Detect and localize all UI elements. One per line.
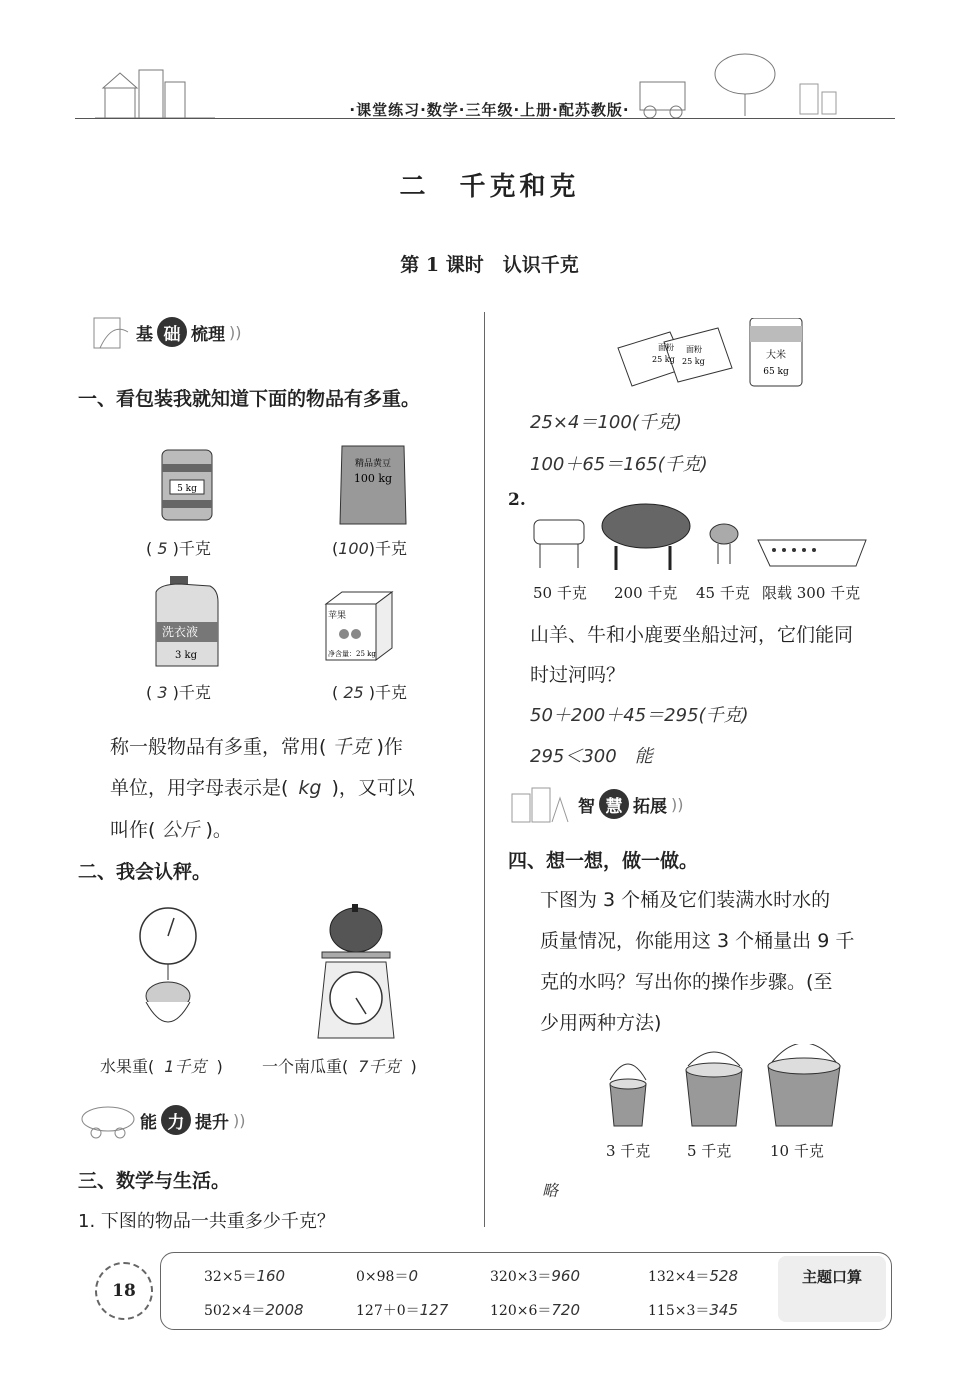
bucket-5kg-label: 5 kg (177, 484, 197, 494)
question1: 1. 下图的物品一共重多少千克？ (78, 1211, 335, 1232)
math-r1c1: 32×5＝160 (204, 1267, 286, 1285)
answer-item3: ( 3 )千克 (146, 683, 211, 702)
flour-bag-label-1: 面粉 (658, 343, 674, 352)
detergent-label-2: 3 kg (174, 650, 198, 661)
answer-100: 100 (338, 539, 369, 558)
answer-gongjin: 公斤 (161, 819, 200, 841)
bucket-10kg-label: 10 千克 (770, 1142, 824, 1160)
page-number: 18 (95, 1262, 153, 1320)
detergent-3kg-image (150, 572, 222, 672)
answer-item1: ( 5 )千克 (146, 539, 211, 558)
badge-wisdom-post: 拓展 (629, 792, 671, 817)
bucket-3kg-label: 3 千克 (606, 1142, 651, 1160)
badge-basic-mid: 础 (157, 317, 187, 347)
answer-25: 25 (343, 683, 364, 702)
unit-kg: 千克 (178, 683, 211, 702)
flour-and-rice-image (614, 318, 814, 390)
flour-bag2-label-1: 面粉 (686, 345, 702, 354)
badge-basic (92, 314, 241, 350)
answer-3: 3 (157, 683, 168, 702)
answer-pumpkin: 7千克 (358, 1057, 401, 1076)
apple-box-label-2: 净含量：25 kg (328, 650, 376, 658)
sack-100kg-image (336, 440, 411, 530)
question2-number: 2. (508, 490, 526, 510)
sack-label-1: 精品黄豆 (354, 459, 392, 469)
section4-line4: 少用两种方法) (540, 1012, 662, 1034)
section2-heading: 二、我会认秤。 (78, 861, 212, 883)
series-title: ·课堂练习·数学·三年级·上册·配苏教版· (349, 101, 630, 119)
car-icon (80, 1101, 136, 1139)
section3-heading: 三、数学与生活。 (78, 1170, 231, 1192)
math-r1c4: 132×4＝528 (648, 1267, 738, 1285)
equation3: 50＋200＋45＝295(千克) (530, 705, 749, 726)
fruit-weight-line: 水果重( 1千克 ) (100, 1057, 223, 1076)
chapter-title: 二 千克和克 (399, 172, 580, 202)
detergent-label-1: 洗衣液 (161, 625, 199, 639)
bucket-5kg-image (158, 440, 218, 525)
buckets-image (604, 1044, 844, 1130)
animals-and-boat-image (530, 490, 870, 574)
badge-wisdom-mid: 慧 (599, 789, 629, 819)
answer-kg: kg (298, 777, 322, 799)
section4-line3: 克的水吗？写出你的操作步骤。(至 (540, 971, 833, 993)
sack-label-2: 100 kg (353, 472, 393, 485)
boat-capacity: 限载 300 千克 (762, 584, 861, 602)
unit-sentence-line3: 叫作( 公斤 )。 (110, 819, 232, 841)
math-r1c2: 0×98＝0 (356, 1267, 418, 1285)
answer-fruit: 1千克 (164, 1057, 207, 1076)
apple-box-25kg-image (322, 588, 396, 664)
unit-kg: 千克 (178, 539, 211, 558)
badge-basic-post: 梳理 (187, 320, 229, 345)
answer-5: 5 (157, 539, 168, 558)
pumpkin-scale-image (314, 902, 398, 1042)
badge-wisdom-pre: 智 (574, 792, 599, 817)
goat-weight: 50 千克 (533, 584, 587, 602)
unit-sentence-line1: 称一般物品有多重，常用( 千克 )作 (110, 736, 403, 758)
section1-heading: 一、看包装我就知道下面的物品有多重。 (78, 388, 421, 410)
mental-math-tag (778, 1256, 886, 1322)
equation2: 100＋65＝165(千克) (530, 454, 708, 475)
badge-basic-pre: 基 (132, 320, 157, 345)
column-divider (484, 312, 485, 1227)
flour-bag-label-2: 25 kg (652, 355, 675, 364)
question2-line2: 时过河吗？ (530, 664, 626, 686)
fruit-scale-image (134, 902, 204, 1042)
answer-item4: ( 25 )千克 (332, 683, 408, 702)
badge-ability (80, 1102, 245, 1138)
math-r2c4: 115×3＝345 (648, 1301, 738, 1319)
badge-wisdom (508, 786, 683, 822)
unit-kg: 千克 (375, 539, 408, 558)
math-r2c3: 120×6＝720 (490, 1301, 580, 1319)
section4-line2: 质量情况，你能用这 3 个桶量出 9 千 (540, 930, 855, 952)
lesson-title: 第 1 课时 认识千克 (400, 254, 579, 276)
section4-heading: 四、想一想，做一做。 (508, 850, 699, 872)
badge-ability-post: 提升 (191, 1108, 233, 1133)
question2-line1: 山羊、牛和小鹿要坐船过河，它们能同 (530, 624, 854, 646)
math-r1c3: 320×3＝960 (490, 1267, 580, 1285)
deer-weight: 45 千克 (696, 584, 750, 602)
mental-math-tag-label: 主题口算 (801, 1268, 862, 1286)
cow-weight: 200 千克 (614, 584, 678, 602)
rice-bag-label-1: 大米 (766, 350, 786, 361)
math-r2c1: 502×4＝2008 (204, 1301, 304, 1319)
unit-sentence-line2: 单位，用字母表示是( kg )，又可以 (110, 777, 415, 799)
apple-box-label-1: 苹果 (328, 611, 347, 621)
flour-bag2-label-2: 25 kg (682, 357, 705, 366)
slide-icon (92, 312, 132, 352)
badge-arc-icon: )) (233, 1110, 246, 1130)
badge-arc-icon: )) (229, 322, 242, 342)
section4-answer: 略 (542, 1181, 559, 1200)
answer-item2: (100)千克 (332, 539, 408, 558)
badge-arc-icon: )) (671, 794, 684, 814)
books-icon (508, 784, 574, 824)
equation4: 295＜300 能 (530, 746, 653, 767)
equation1: 25×4＝100(千克) (530, 412, 682, 433)
pumpkin-weight-line: 一个南瓜重( 7千克 ) (262, 1057, 417, 1076)
math-r2c2: 127＋0＝127 (356, 1301, 449, 1319)
section4-line1: 下图为 3 个桶及它们装满水时水的 (540, 889, 831, 911)
bucket-5kg-label: 5 千克 (687, 1142, 732, 1160)
unit-kg: 千克 (375, 683, 408, 702)
answer-qianke: 千克 (332, 736, 371, 758)
badge-ability-mid: 力 (161, 1105, 191, 1135)
badge-ability-pre: 能 (136, 1108, 161, 1133)
rice-bag-label-2: 65 kg (763, 367, 789, 377)
